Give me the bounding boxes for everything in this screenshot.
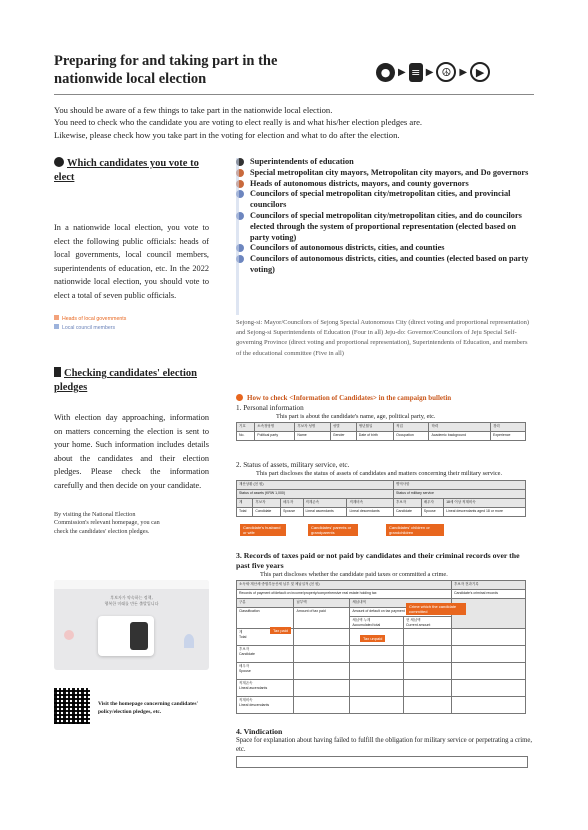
- table-cell: [404, 696, 452, 713]
- table-cell: 병역사항: [394, 480, 526, 489]
- table-cell: [404, 679, 452, 696]
- table-cell: Candidate: [253, 507, 281, 516]
- section-which-candidates: [54, 157, 209, 331]
- table-cell: 학력: [429, 422, 491, 431]
- table-cell: [350, 696, 404, 713]
- section-heading: Which candidates you vote to elect: [54, 158, 199, 183]
- table-cell: [451, 679, 525, 696]
- table-cell: 후보자: [253, 498, 281, 507]
- taxes-section: 3. Records of taxes paid or not paid by candidates and their criminal records over the past five years This part discloses whether the candidate paid taxes or committed a crime. 소득세·재산세·종합부동산세 납부 및 체납실적 (천 원) 후보자 전과기록 Records of payment of/default on income/property/comprehensive real estate holding tax Candidate's criminal records 구분 납부액 체납내역 Classification Amount of tax paid Amount of default on tax payment 체납액 누계 Accumulated total 현 체납액 Current amount 계 Total 후보자 Candidate 배우자 Spouse 직계존속 Lineal ascendants 직계비속 Lineal descendants Tax paid Tax unpaid Crime which the candidate committed: [236, 551, 534, 714]
- list-item: Superintendents of education: [236, 157, 534, 168]
- table-cell: Experience: [490, 431, 525, 440]
- page-title: Preparing for and taking part in the nationwide local election: [54, 53, 278, 87]
- vindication-box: [236, 756, 528, 768]
- howto-section: How to check <Information of Candidates> in the campaign bulletin 1. Personal information This part is about the candidate's name, age, political party, etc. 기호 소속정당명 후보자 성명 성별 생년월일 직업 학력 경력 No. Political party Name Gender Date of birth Occupation Academic background Experience: [236, 393, 534, 441]
- table-cell: 직계존속 Lineal ascendants: [237, 679, 294, 696]
- table-row: [237, 431, 526, 440]
- document-icon: [54, 367, 61, 377]
- table-cell: 체납액 누계 Accumulated total: [350, 616, 404, 628]
- table-cell: Spouse: [281, 507, 303, 516]
- tax-table: [236, 580, 526, 714]
- table-cell: Academic background: [429, 431, 491, 440]
- table-cell: 납부액: [294, 598, 350, 607]
- table-cell: 후보자 성명: [295, 422, 331, 431]
- table-cell: 구분: [237, 598, 294, 607]
- table-row: [237, 696, 526, 713]
- document-icon: ≡: [409, 63, 423, 82]
- list-item: Councilors of special metropolitan city/metropolitan cities, and provincial councilors: [236, 189, 534, 211]
- table-cell: Records of payment of/default on income/property/comprehensive real estate holding tax: [237, 589, 452, 598]
- table-cell: [451, 662, 525, 679]
- divider: [54, 94, 534, 95]
- annotation-tag: Tax paid: [270, 627, 291, 634]
- table-cell: Spouse: [421, 507, 443, 516]
- table-cell: Gender: [330, 431, 356, 440]
- table-cell: Total: [237, 507, 253, 516]
- table-cell: Occupation: [394, 431, 429, 440]
- table-cell: Candidate's criminal records: [451, 589, 525, 598]
- table-row: [237, 498, 526, 507]
- person-icon: ●: [376, 63, 395, 82]
- table-cell: 직계존속: [303, 498, 347, 507]
- annotation-tag: Crime which the candidate committed: [406, 603, 466, 615]
- table-cell: Lineal descendants aged 18 or more: [444, 507, 526, 516]
- table-cell: 소득세·재산세·종합부동산세 납부 및 체납실적 (천 원): [237, 580, 452, 589]
- browser-bar: [54, 580, 209, 589]
- annotation-tag: Candidate's husband or wife: [240, 524, 286, 536]
- legend: Heads of local governments Local council members: [54, 315, 209, 331]
- table-cell: 후보자: [394, 498, 422, 507]
- table-cell: [350, 645, 404, 662]
- legend-swatch: [54, 315, 59, 320]
- table-cell: 재산상황 (천 원): [237, 480, 394, 489]
- table-cell: 생년월일: [356, 422, 393, 431]
- phone-graphic: [130, 622, 148, 650]
- intro-text: You should be aware of a few things to take part in the nationwide local election. You need to check who the candidate you are voting to elect really is and what his/her election pledges are. Likewise, please check how you take part in the voting for election and what to do after the election.: [54, 105, 423, 140]
- sejong-jeju-note: Sejong-si: Mayor/Councilors of Sejong Special Autonomous City (direct voting and proportional representation) and Sejong-si Superintendents of Education (Four in all) Jeju-do: Governor/Councilors of Jeju Special Self-governing Province (direct voting and proportional representation), Superintendents of Education, and members of the educational committee (Five in all): [236, 319, 529, 357]
- process-icons: [376, 62, 490, 82]
- table-cell: 18세 이상 직계비속: [444, 498, 526, 507]
- table-cell: [294, 645, 350, 662]
- table-cell: 계 Total: [237, 628, 294, 645]
- table-cell: Amount of default on tax payment: [350, 607, 452, 616]
- table-cell: 후보자 전과기록: [451, 580, 525, 589]
- table-cell: [404, 645, 452, 662]
- table-cell: 기호: [237, 422, 255, 431]
- table-cell: Candidate: [394, 507, 422, 516]
- table-cell: [451, 696, 525, 713]
- table-cell: 체납내역: [350, 598, 452, 607]
- section-body: With election day approaching, information on matters concerning the election is sent to your home. Such information includes details about the candidates and their election pledges. Please check the information carefully and then decide on your candidate.: [54, 413, 209, 490]
- table-cell: No.: [237, 431, 255, 440]
- list-item: Heads of autonomous districts, mayors, and county governors: [236, 179, 534, 190]
- table-cell: Status of assets (KRW 1,000): [237, 489, 394, 498]
- legend-swatch: [54, 324, 59, 329]
- play-icon: ▶: [470, 62, 490, 82]
- person-icon: [54, 157, 64, 167]
- table-cell: Lineal descendants: [347, 507, 394, 516]
- homepage-note: By visiting the National Election Commission's relevant homepage, you can check the candidates' election pledges.: [54, 510, 160, 535]
- table-cell: Lineal ascendants: [303, 507, 347, 516]
- annotation-tag: Candidates' parents or grandparents: [308, 524, 358, 536]
- table-cell: Name: [295, 431, 331, 440]
- list-item: Councilors of autonomous districts, cities, and counties (elected based on party voting): [236, 254, 534, 276]
- assets-table: [236, 480, 526, 517]
- howto-heading: How to check <Information of Candidates> in the campaign bulletin: [247, 394, 452, 402]
- arrow-icon: ▶: [425, 66, 434, 78]
- table-cell: 배우자 Spouse: [237, 662, 294, 679]
- table-cell: [451, 628, 525, 645]
- list-item: Special metropolitan city mayors, Metropolitan city mayors, and Do governors: [236, 168, 534, 179]
- info-icon: [236, 394, 243, 401]
- table-cell: 배우자: [421, 498, 443, 507]
- section-body: In a nationwide local election, you vote to elect the following public officials: heads of local governments, local council members, superintendents of education, etc. In the 2022 nationwide local election, you should vote to elect a total of seven public officials.: [54, 223, 209, 300]
- list-item: Councilors of autonomous districts, cities, and counties: [236, 243, 534, 254]
- homepage-screenshot: 후보자가 약속하는 정책, 행복한 미래를 만든 출발입니다: [54, 580, 209, 670]
- assets-section: 2. Status of assets, military service, etc. This part discloses the status of assets of candidates and matters concerning their military service. 재산상황 (천 원) 병역사항 Status of assets (KRW 1,000) Status of military service 계 후보자 배우자 직계존속 직계비속 후보자 배우자 18세 이상 직계비속 Total Candidate Spouse Lineal ascendants Lineal descendants Candidate Spouse Lineal descendants aged 18 or more Candidate's husband or wife Candidates' parents or grandparents Candidates' children or grandchildren: [236, 460, 534, 517]
- personal-heading: 1. Personal information: [236, 404, 304, 412]
- table-cell: 경력: [490, 422, 525, 431]
- table-cell: 직계비속 Lineal descendants: [237, 696, 294, 713]
- table-cell: [451, 645, 525, 662]
- table-cell: [294, 628, 350, 645]
- table-cell: [294, 696, 350, 713]
- table-cell: 계: [237, 498, 253, 507]
- officials-list: [236, 157, 534, 276]
- peace-icon: ☮: [436, 62, 456, 82]
- table-row: [237, 679, 526, 696]
- table-cell: [350, 662, 404, 679]
- table-cell: Date of birth: [356, 431, 393, 440]
- table-cell: 직계비속: [347, 498, 394, 507]
- table-cell: 현 체납액 Current amount: [404, 616, 452, 628]
- table-cell: 소속정당명: [255, 422, 295, 431]
- table-cell: Amount of tax paid: [294, 607, 350, 628]
- table-row: [237, 662, 526, 679]
- arrow-icon: ▶: [459, 66, 468, 78]
- table-cell: 성별: [330, 422, 356, 431]
- table-cell: 배우자: [281, 498, 303, 507]
- table-row: [237, 422, 526, 431]
- list-item: Councilors of special metropolitan city/metropolitan cities, and do councilors elected through the system of proportional representation (elected based on party voting): [236, 211, 534, 243]
- arrow-icon: ▶: [398, 66, 406, 78]
- table-cell: Political party: [255, 431, 295, 440]
- table-row: [237, 507, 526, 516]
- qr-code[interactable]: [54, 688, 90, 724]
- table-cell: Classification: [237, 607, 294, 628]
- table-cell: [404, 662, 452, 679]
- section-checking-pledges: [54, 367, 209, 536]
- table-cell: Status of military service: [394, 489, 526, 498]
- qr-caption: Visit the homepage concerning candidates' policy/election pledges, etc.: [98, 701, 199, 715]
- table-cell: 직업: [394, 422, 429, 431]
- personal-table: [236, 422, 526, 441]
- table-cell: [294, 662, 350, 679]
- table-cell: 후보자 Candidate: [237, 645, 294, 662]
- annotation-tag: Tax unpaid: [360, 635, 385, 642]
- annotation-tag: Candidates' children or grandchildren: [386, 524, 444, 536]
- table-cell: [350, 679, 404, 696]
- table-cell: [294, 679, 350, 696]
- card: [98, 616, 154, 656]
- table-row: [237, 645, 526, 662]
- section-heading: Checking candidates' election pledges: [54, 368, 197, 393]
- vindication-section: 4. Vindication Space for explanation about having failed to fulfill the obligation for military service or perpetrating a crime, etc.: [236, 727, 534, 768]
- table-cell: [404, 628, 452, 645]
